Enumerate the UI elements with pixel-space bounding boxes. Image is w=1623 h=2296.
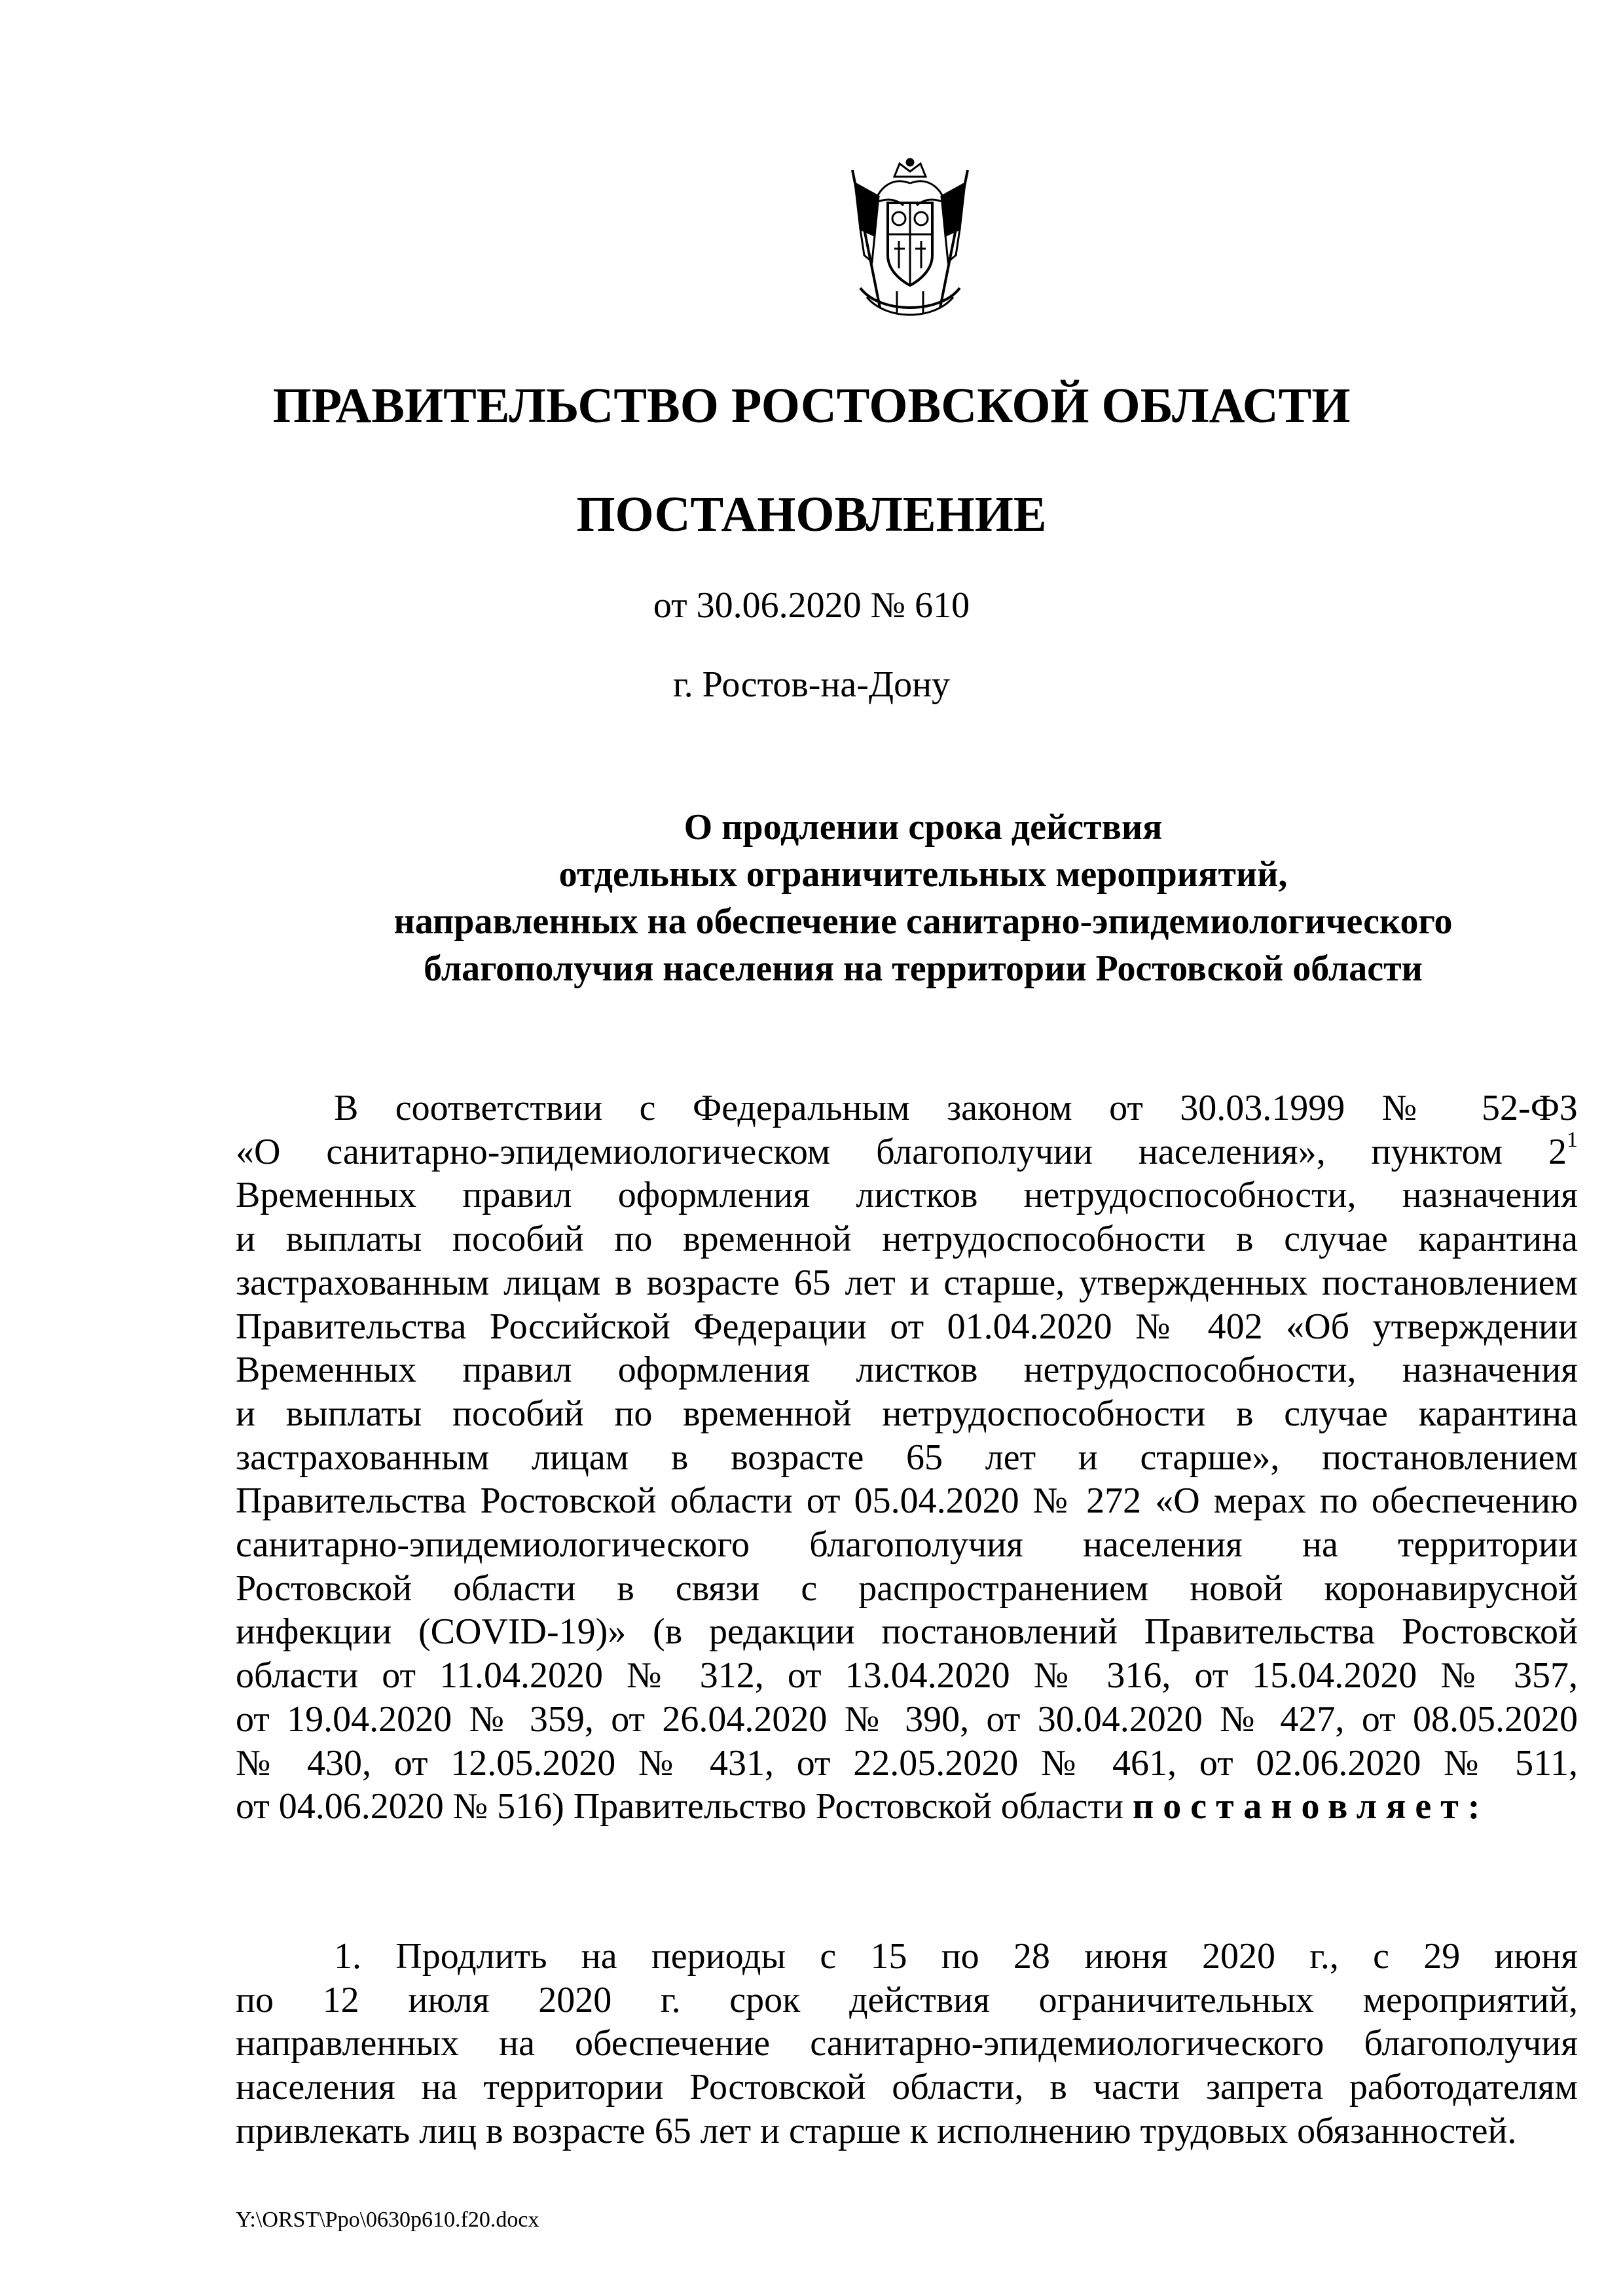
text-line: Ростовской области в связи с распространением новой коронавирусной: [236, 1568, 1578, 1609]
document-city: г. Ростов-на-Дону: [672, 664, 951, 705]
text-line: Временных правил оформления листков нетрудоспособности, назначения: [236, 1175, 1578, 1216]
text-line: инфекции (COVID-19)» (в редакции постановлений Правительства Ростовской: [236, 1611, 1578, 1653]
subject-line: О продлении срока действия: [684, 807, 1163, 848]
document-type: ПОСТАНОВЛЕНИЕ: [576, 487, 1047, 542]
text-line: и выплаты пособий по временной нетрудоспособности в случае карантина: [236, 1219, 1578, 1260]
text-line: Правительства Российской Федерации от 01.04.2020 № 402 «Об утверждении: [236, 1306, 1578, 1347]
text-line: по 12 июля 2020 г. срок действия ограничительных мероприятий,: [236, 1979, 1578, 2020]
text-line: застрахованным лицам в возрасте 65 лет и старше», постановлением: [236, 1437, 1578, 1478]
text-line: от 19.04.2020 № 359, от 26.04.2020 № 390, от 30.04.2020 № 427, от 08.05.2020: [236, 1698, 1578, 1740]
subject-line: отдельных ограничительных мероприятий,: [558, 854, 1288, 895]
text-line: Временных правил оформления листков нетрудоспособности, назначения: [236, 1350, 1578, 1391]
text-line-content: «О санитарно-эпидемиологическом благополучии населения», пунктом 2: [236, 1131, 1567, 1172]
text-line: населения на территории Ростовской области, в части запрета работодателям: [236, 2067, 1578, 2108]
text-line: области от 11.04.2020 № 312, от 13.04.2020 № 316, от 15.04.2020 № 357,: [236, 1655, 1578, 1696]
text-line: направленных на обеспечение санитарно-эпидемиологического благополучия: [236, 2023, 1578, 2064]
text-line: привлекать лиц в возрасте 65 лет и старше к исполнению трудовых обязанностей.: [236, 2110, 1517, 2151]
subject-line: направленных на обеспечение санитарно-эпидемиологического: [393, 901, 1453, 942]
text-line-content: от 04.06.2020 № 516) Правительство Ростовской области: [236, 1786, 1123, 1827]
superscript: 1: [1567, 1128, 1578, 1153]
text-line: № 430, от 12.05.2020 № 431, от 22.05.2020 № 461, от 02.06.2020 № 511,: [236, 1742, 1578, 1784]
text-line: санитарно-эпидемиологического благополучия населения на территории: [236, 1524, 1578, 1566]
text-line: застрахованным лицам в возрасте 65 лет и старше, утвержденных постановлением: [236, 1262, 1578, 1303]
resolves-word: постановляет:: [1132, 1786, 1489, 1827]
text-line: [236, 1785, 1578, 1829]
government-title: ПРАВИТЕЛЬСТВО РОСТОВСКОЙ ОБЛАСТИ: [272, 378, 1351, 433]
document-subject: [236, 804, 1611, 992]
preamble-paragraph: [236, 1086, 1578, 1829]
text-line: В соответствии с Федеральным законом от 30.03.1999 № 52-ФЗ: [334, 1088, 1578, 1128]
file-path-footer: Y:\ORST\Ppo\0630p610.f20.docx: [236, 2208, 539, 2232]
text-line: 1. Продлить на периоды с 15 по 28 июня 2020 г., с 29 июня: [334, 1936, 1578, 1977]
text-line: [236, 1130, 1578, 1174]
rostov-oblast-coat-of-arms-icon: [834, 157, 986, 326]
subject-line: благополучия населения на территории Ростовской области: [424, 948, 1423, 989]
document-date-number: от 30.06.2020 № 610: [653, 585, 970, 626]
text-line: Правительства Ростовской области от 05.04.2020 № 272 «О мерах по обеспечению: [236, 1480, 1578, 1522]
text-line: и выплаты пособий по временной нетрудоспособности в случае карантина: [236, 1393, 1578, 1434]
item-1-paragraph: [236, 1935, 1578, 2153]
